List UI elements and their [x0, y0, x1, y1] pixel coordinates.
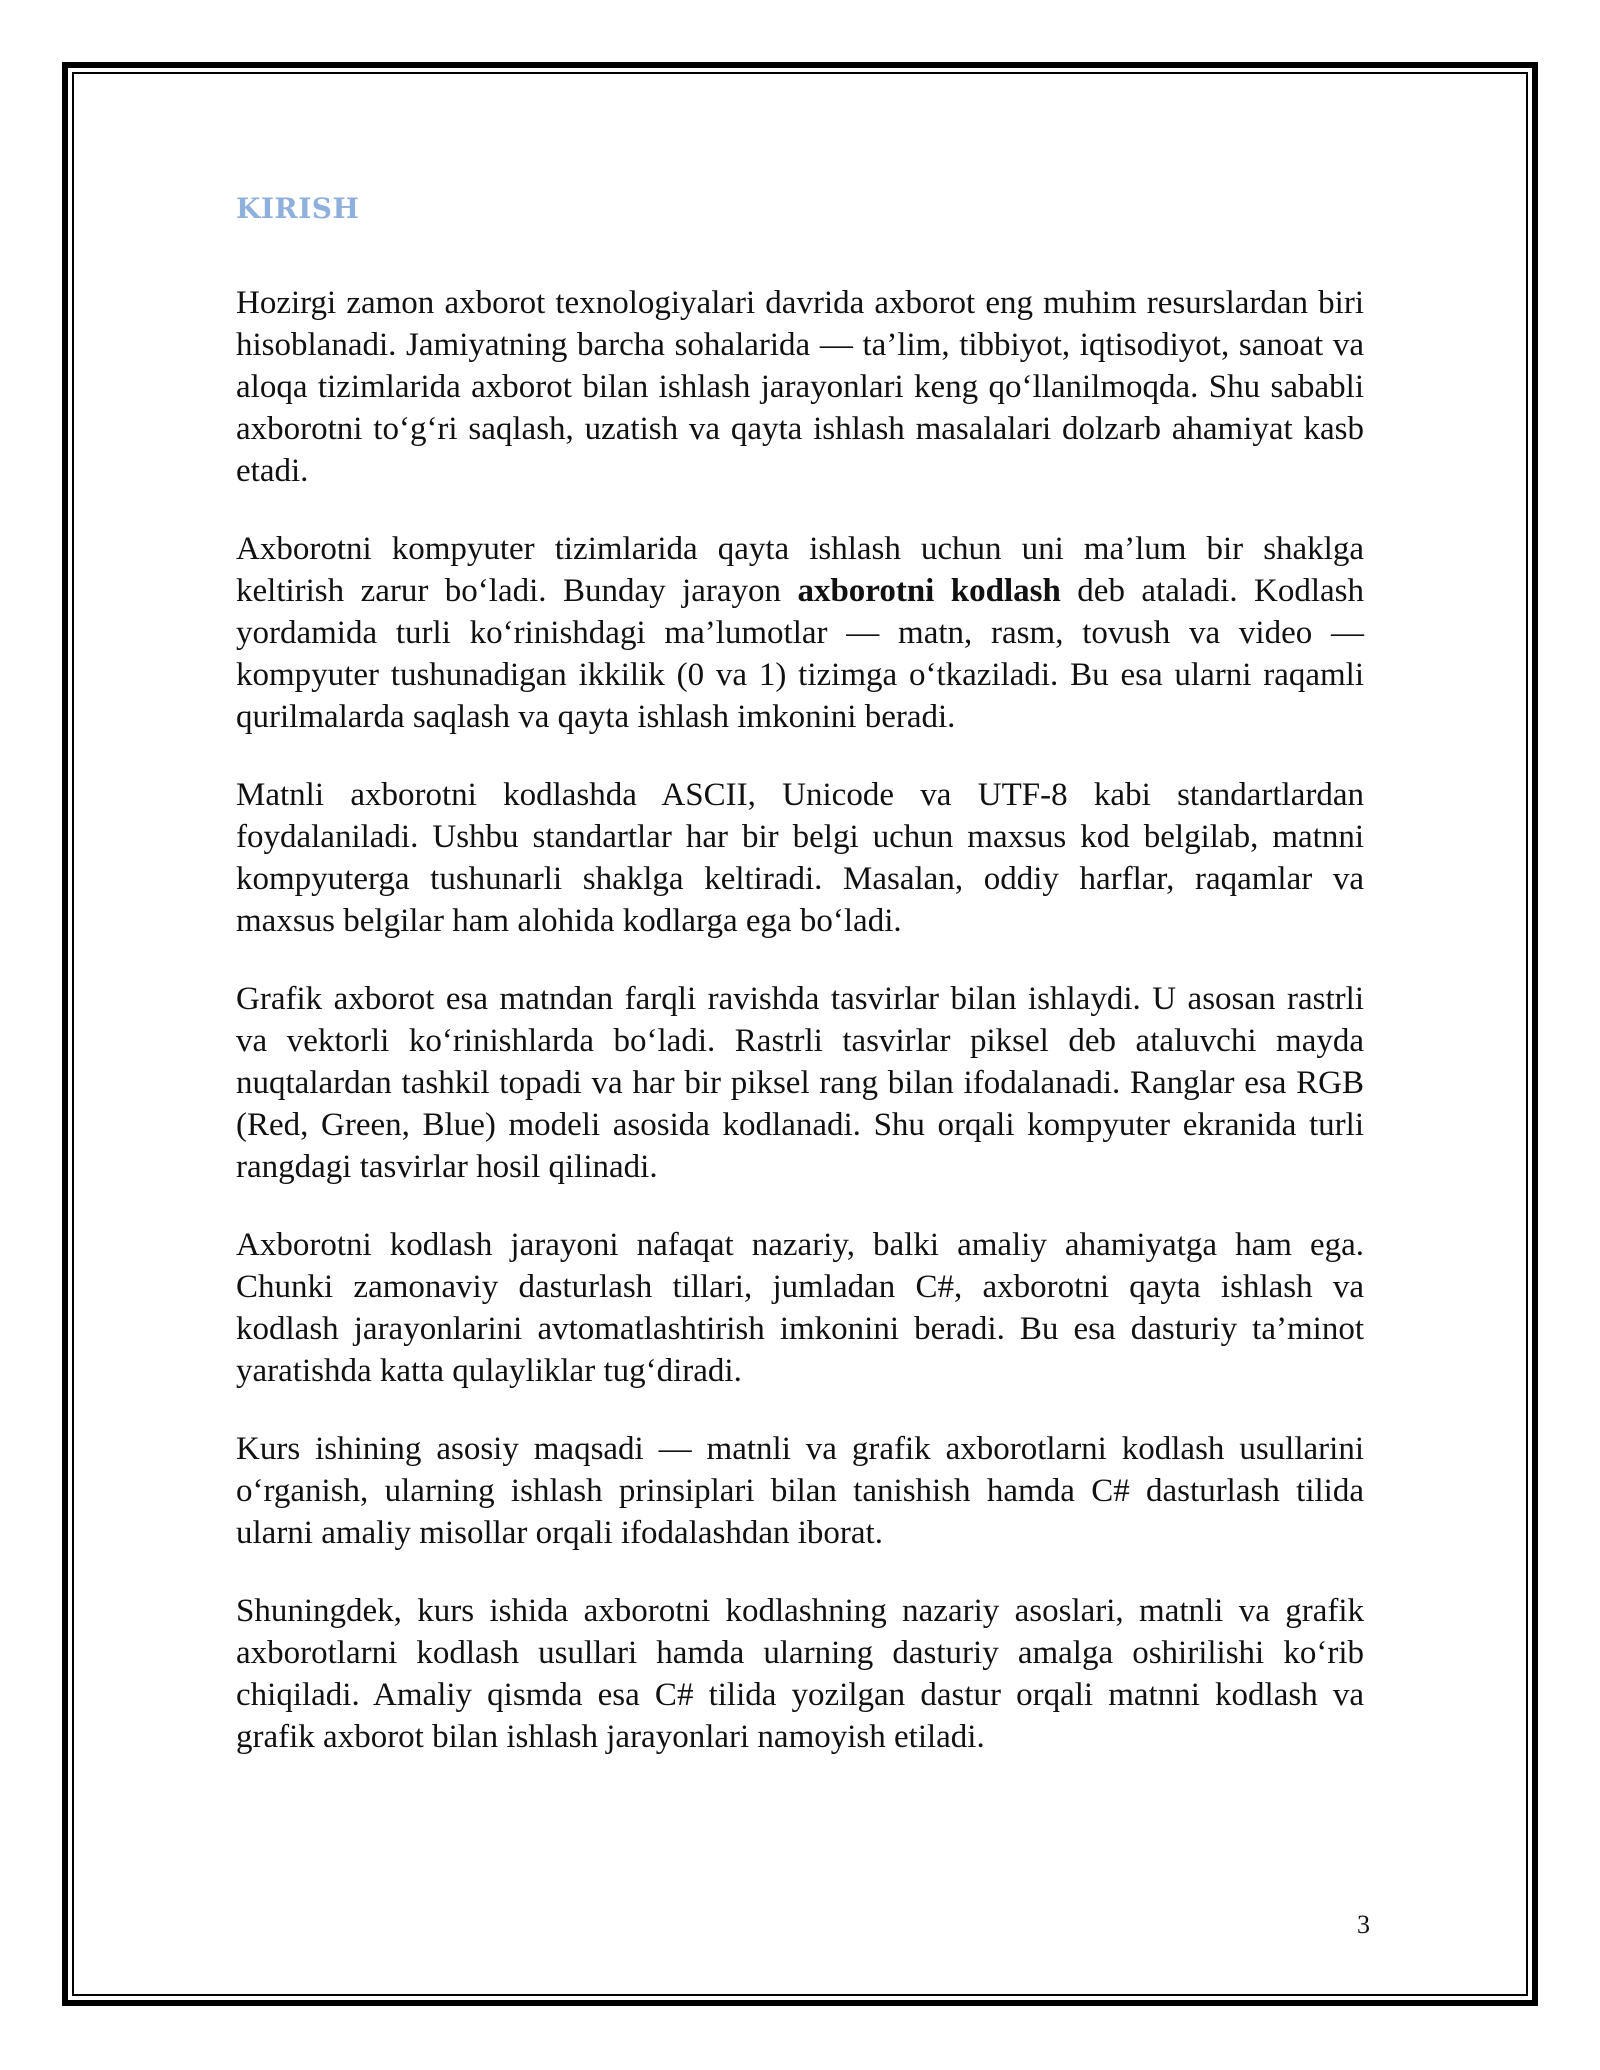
paragraph-6: Kurs ishining asosiy maqsadi — matnli va grafik axborotlarni kodlash usullarini o‘rganish, ularning ishlash prinsiplari bilan tanishish hamda C# dasturlash tilida ularni amaliy misollar orqali ifodalashdan iborat. — [236, 1431, 1364, 1551]
paragraph-3: Matnli axborotni kodlashda ASCII, Unicode va UTF-8 kabi standartlardan foydalaniladi. Ushbu standartlar har bir belgi uchun maxsus kod belgilab, matnni kompyuterga tushunarli shaklga keltiradi. Masalan, oddiy harflar, raqamlar va maxsus belgilar ham alohida kodlarga ega bo‘ladi. — [236, 777, 1364, 939]
paragraph-7: Shuningdek, kurs ishida axborotni kodlashning nazariy asoslari, matnli va grafik axborotlarni kodlash usullari hamda ularning dasturiy amalga oshirilishi ko‘rib chiqiladi. Amaliy qismda esa C# tilida yozilgan dastur orqali matnni kodlash va grafik axborot bilan ishlash jarayonlari namoyish etiladi. — [236, 1593, 1364, 1755]
paragraph-5: Axborotni kodlash jarayoni nafaqat nazariy, balki amaliy ahamiyatga ham ega. Chunki zamonaviy dasturlash tillari, jumladan C#, axborotni qayta ishlash va kodlash jarayonlarini avtomatlashtirish imkonini beradi. Bu esa dasturiy ta’minot yaratishda katta qulayliklar tug‘diradi. — [236, 1227, 1364, 1389]
section-heading: KIRISH — [236, 192, 360, 225]
paragraph-4: Grafik axborot esa matndan farqli ravishda tasvirlar bilan ishlaydi. U asosan rastrli va vektorli ko‘rinishlarda bo‘ladi. Rastrli tasvirlar piksel deb ataluvchi mayda nuqtalardan tashkil topadi va har bir piksel rang bilan ifodalanadi. Ranglar esa RGB (Red, Green, Blue) modeli asosida kodlanadi. Shu orqali kompyuter ekranida turli rangdagi tasvirlar hosil qilinadi. — [236, 981, 1364, 1185]
paragraph-2-before: Axborotni kompyuter tizimlarida qayta ishlash uchun uni ma’lum bir shaklga keltirish zarur bo‘ladi. Bunday jarayon — [236, 531, 1364, 609]
paragraph-1: Hozirgi zamon axborot texnologiyalari davrida axborot eng muhim resurslardan biri hisoblanadi. Jamiyatning barcha sohalarida — ta’lim, tibbiyot, iqtisodiyot, sanoat va aloqa tizimlarida axborot bilan ishlash jarayonlari keng qo‘llanilmoqda. Shu sababli axborotni to‘g‘ri saqlash, uzatish va qayta ishlash masalalari dolzarb ahamiyat kasb etadi. — [236, 285, 1364, 489]
page-number: 3 — [1357, 1910, 1370, 1939]
document-body — [236, 188, 1364, 1794]
paragraph-2-bold-term: axborotni kodlash — [797, 573, 1061, 609]
paragraph-2 — [236, 528, 1364, 738]
paragraph-2-after: deb ataladi. Kodlash yordamida turli ko‘rinishdagi ma’lumotlar — matn, rasm, tovush va video — kompyuter tushunadigan ikkilik (0 va 1) tizimga o‘tkaziladi. Bu esa ularni raqamli qurilmalarda saqlash va qayta ishlash imkonini beradi. — [236, 573, 1364, 735]
